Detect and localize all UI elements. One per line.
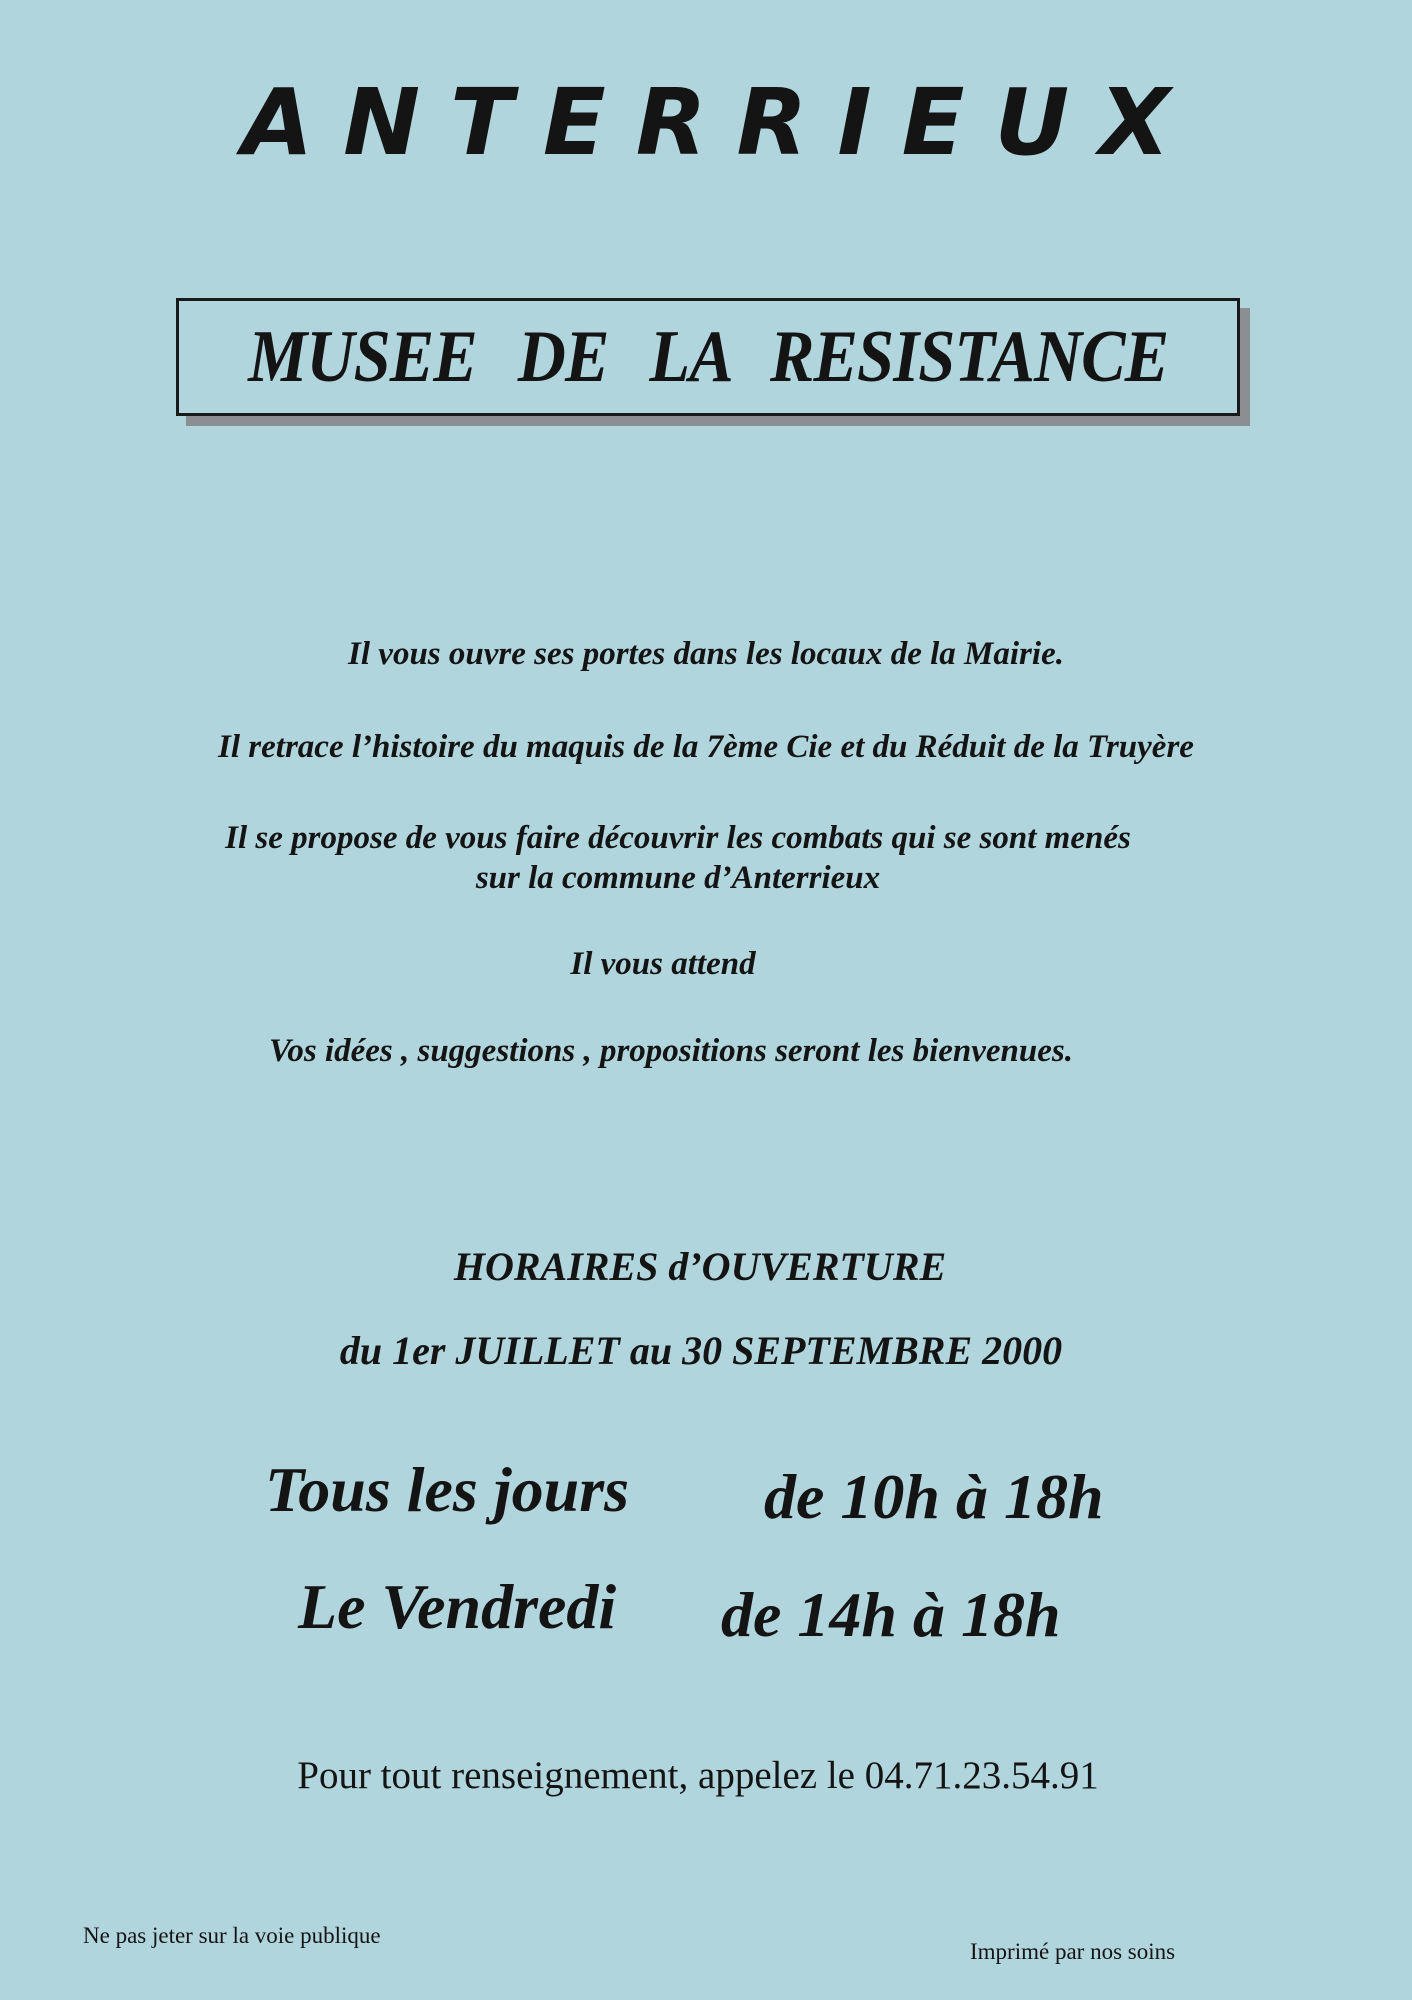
paragraph-opening: Il vous ouvre ses portes dans les locaux de la Mairie. bbox=[348, 636, 1064, 672]
paragraph-history: Il retrace l’histoire du maquis de la 7ème Cie et du Réduit de la Truyère bbox=[218, 729, 1194, 765]
schedule-friday-label: Le Vendredi bbox=[298, 1571, 617, 1642]
paragraph-waiting: Il vous attend bbox=[570, 946, 756, 982]
contact-info: Pour tout renseignement, appelez le 04.71.23.54.91 bbox=[297, 1754, 1099, 1797]
hours-heading: HORAIRES d’OUVERTURE bbox=[453, 1244, 947, 1289]
banner-text: MUSEE DE LA RESISTANCE bbox=[247, 315, 1169, 398]
paragraph-discover-line1: Il se propose de vous faire découvrir les combats qui se sont menés bbox=[225, 820, 1131, 856]
museum-banner bbox=[176, 298, 1240, 416]
schedule-daily-label: Tous les jours bbox=[265, 1454, 629, 1525]
footer-printer-note: Imprimé par nos soins bbox=[970, 1939, 1176, 1964]
hours-period: du 1er JUILLET au 30 SEPTEMBRE 2000 bbox=[339, 1328, 1063, 1373]
page-title: ANTERRIEUX bbox=[241, 69, 1201, 176]
paragraph-suggestions: Vos idées , suggestions , propositions seront les bienvenues. bbox=[268, 1033, 1074, 1069]
footer-disposal-notice: Ne pas jeter sur la voie publique bbox=[83, 1923, 381, 1948]
schedule-daily-time: de 10h à 18h bbox=[764, 1461, 1104, 1532]
schedule-friday-time: de 14h à 18h bbox=[721, 1579, 1061, 1650]
paragraph-discover-line2: sur la commune d’Anterrieux bbox=[475, 860, 881, 896]
